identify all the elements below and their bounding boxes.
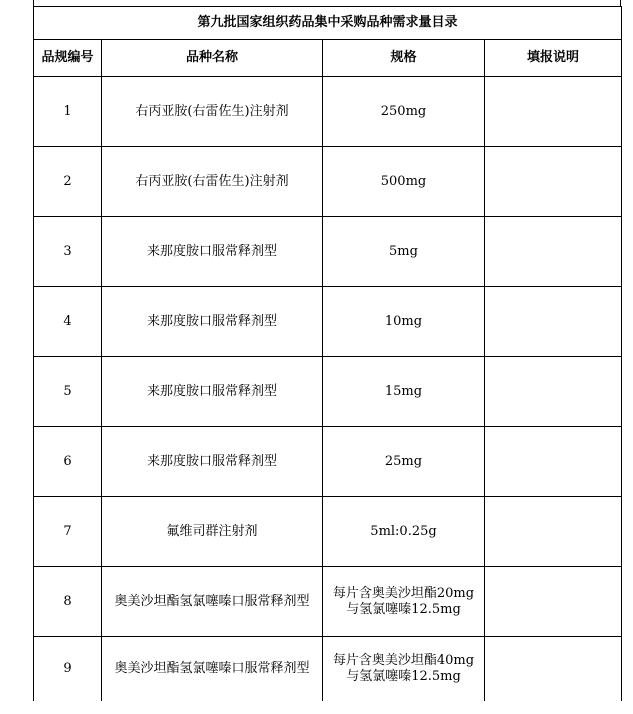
table-row <box>34 497 622 567</box>
cell-id: 1 <box>34 77 102 147</box>
cell-id: 7 <box>34 497 102 567</box>
cell-spec: 5ml:0.25g <box>323 497 485 567</box>
cell-id: 6 <box>34 427 102 497</box>
cell-note <box>485 287 622 357</box>
cell-name: 来那度胺口服常释剂型 <box>102 287 323 357</box>
cell-note <box>485 497 622 567</box>
title-row <box>34 7 622 40</box>
cell-note <box>485 357 622 427</box>
cell-note <box>485 637 622 702</box>
cell-name: 来那度胺口服常释剂型 <box>102 357 323 427</box>
header-note: 填报说明 <box>485 40 622 77</box>
table-row <box>34 287 622 357</box>
table-row <box>34 357 622 427</box>
cell-note <box>485 567 622 637</box>
cell-note <box>485 427 622 497</box>
cell-name: 右丙亚胺(右雷佐生)注射剂 <box>102 77 323 147</box>
table-title: 第九批国家组织药品集中采购品种需求量目录 <box>34 7 622 40</box>
cell-note <box>485 77 622 147</box>
cell-id: 3 <box>34 217 102 287</box>
cell-spec: 10mg <box>323 287 485 357</box>
cell-name: 来那度胺口服常释剂型 <box>102 217 323 287</box>
drug-catalog-table <box>33 6 622 701</box>
cell-id: 4 <box>34 287 102 357</box>
header-id: 品规编号 <box>34 40 102 77</box>
cell-id: 5 <box>34 357 102 427</box>
table-row <box>34 147 622 217</box>
header-row <box>34 40 622 77</box>
table-row <box>34 427 622 497</box>
cell-name: 氟维司群注射剂 <box>102 497 323 567</box>
header-name: 品种名称 <box>102 40 323 77</box>
cell-spec: 25mg <box>323 427 485 497</box>
table-row <box>34 77 622 147</box>
cell-id: 8 <box>34 567 102 637</box>
cell-spec: 每片含奥美沙坦酯20mg与氢氯噻嗪12.5mg <box>323 567 485 637</box>
cell-id: 9 <box>34 637 102 702</box>
table-row <box>34 637 622 702</box>
header-spec: 规格 <box>323 40 485 77</box>
table-row <box>34 217 622 287</box>
cell-spec: 250mg <box>323 77 485 147</box>
cell-id: 2 <box>34 147 102 217</box>
cell-note <box>485 217 622 287</box>
cell-note <box>485 147 622 217</box>
cell-name: 来那度胺口服常释剂型 <box>102 427 323 497</box>
cell-name: 右丙亚胺(右雷佐生)注射剂 <box>102 147 323 217</box>
cell-name: 奥美沙坦酯氢氯噻嗪口服常释剂型 <box>102 637 323 702</box>
cell-spec: 每片含奥美沙坦酯40mg与氢氯噻嗪12.5mg <box>323 637 485 702</box>
table-row <box>34 567 622 637</box>
cell-spec: 5mg <box>323 217 485 287</box>
cell-name: 奥美沙坦酯氢氯噻嗪口服常释剂型 <box>102 567 323 637</box>
cell-spec: 500mg <box>323 147 485 217</box>
cell-spec: 15mg <box>323 357 485 427</box>
